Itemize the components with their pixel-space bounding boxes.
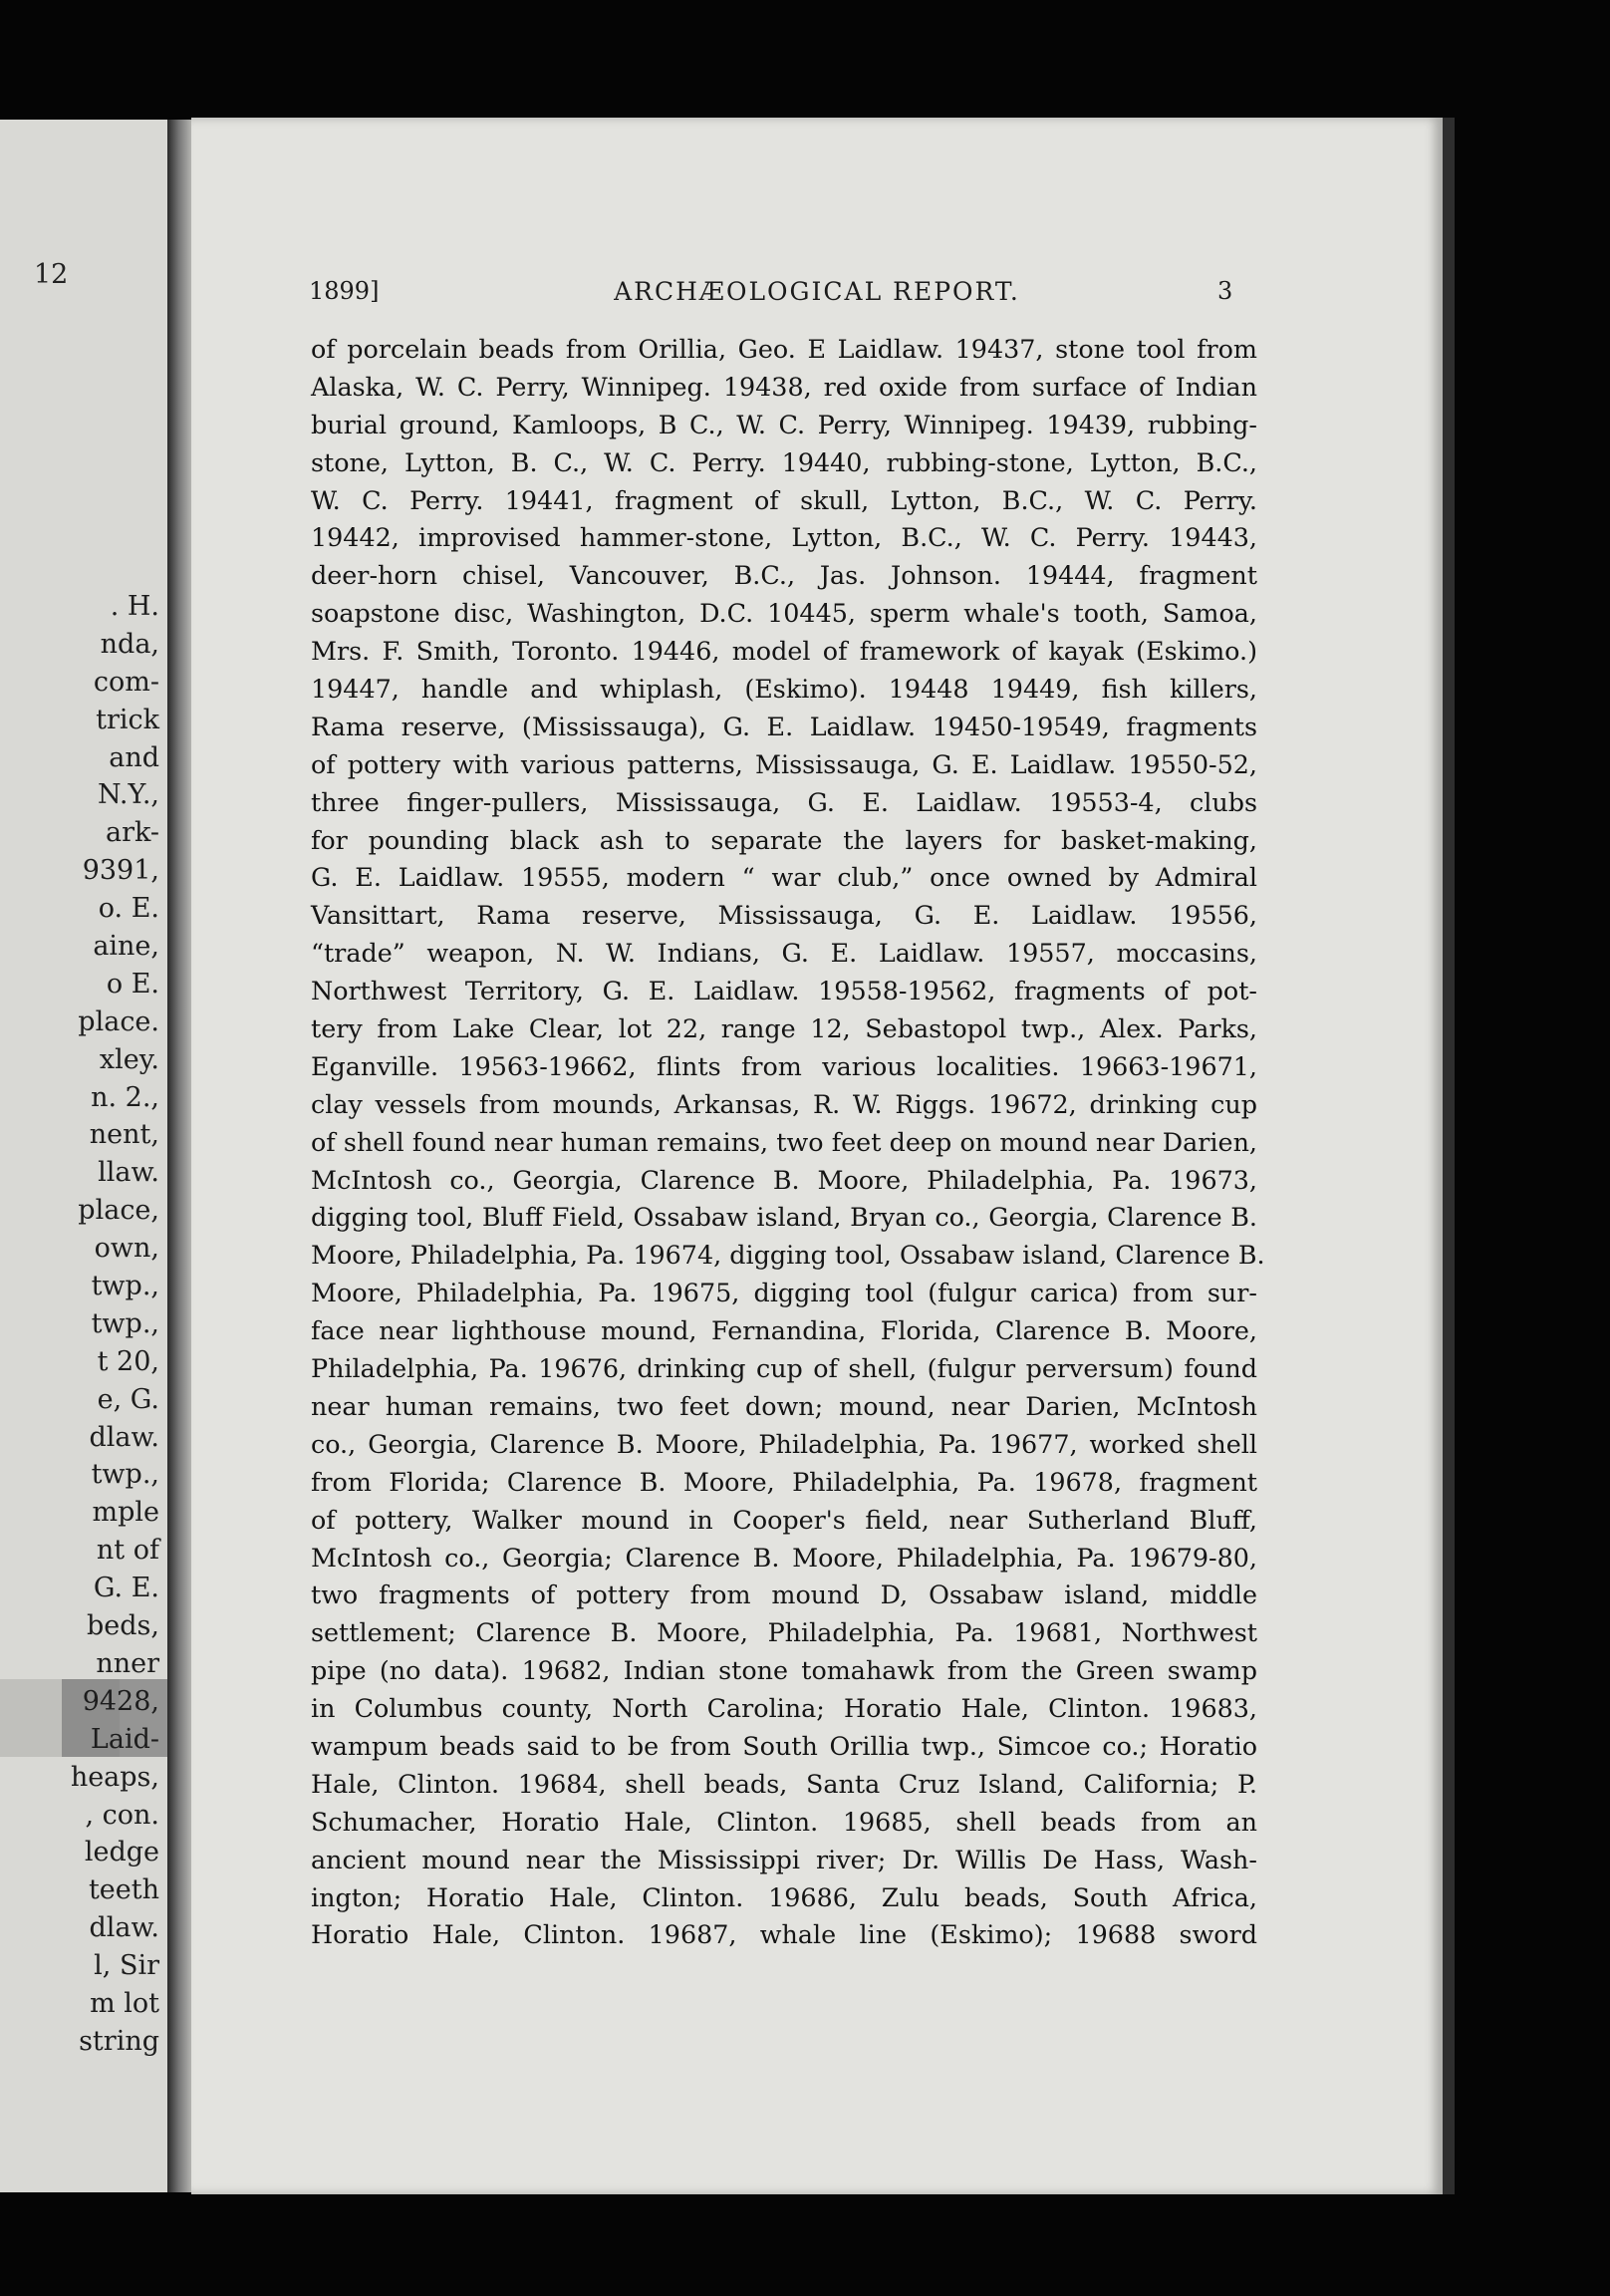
previous-page-line: nner (96, 1647, 159, 1679)
previous-page-line: N.Y., (98, 779, 159, 811)
text-line: Schumacher, Horatio Hale, Clinton. 19685, shell beads from an (311, 1806, 1257, 1837)
previous-page-line: 9428, (82, 1685, 159, 1717)
text-line: settlement; Clarence B. Moore, Philadelphia, Pa. 19681, Northwest (311, 1617, 1257, 1648)
text-line: of porcelain beads from Orillia, Geo. E Laidlaw. 19437, stone tool from (311, 334, 1257, 364)
previous-page-line: beds, (87, 1610, 159, 1642)
previous-page-line: string (79, 2025, 159, 2057)
previous-page-line: and (109, 741, 159, 773)
previous-page-line: xley. (99, 1043, 159, 1075)
text-line: Horatio Hale, Clinton. 19687, whale line (Eskimo); 19688 sword (311, 1919, 1257, 1950)
previous-page-fragment (0, 120, 169, 2192)
previous-page-line: twp., (91, 1307, 159, 1339)
previous-page-line: nent, (89, 1119, 159, 1151)
previous-page-line: e, G. (97, 1383, 159, 1415)
text-line: in Columbus county, North Carolina; Horatio Hale, Clinton. 19683, (311, 1693, 1257, 1724)
text-line: Moore, Philadelphia, Pa. 19675, digging tool (fulgur carica) from sur- (311, 1278, 1257, 1308)
text-line: Hale, Clinton. 19684, shell beads, Santa Cruz Island, California; P. (311, 1768, 1257, 1799)
previous-page-text (0, 588, 159, 2061)
text-line: burial ground, Kamloops, B C., W. C. Perry, Winnipeg. 19439, rubbing- (311, 409, 1257, 439)
text-line: stone, Lytton, B. C., W. C. Perry. 19440, rubbing-stone, Lytton, B.C., (311, 446, 1257, 477)
text-line: Alaska, W. C. Perry, Winnipeg. 19438, red oxide from surface of Indian (311, 371, 1257, 402)
previous-page-line: G. E. (93, 1573, 159, 1604)
text-line: Eganville. 19563-19662, flints from various localities. 19663-19671, (311, 1050, 1257, 1081)
text-line: tery from Lake Clear, lot 22, range 12, Sebastopol twp., Alex. Parks, (311, 1013, 1257, 1044)
text-line: Northwest Territory, G. E. Laidlaw. 19558-19562, fragments of pot- (311, 976, 1257, 1006)
text-line: McIntosh co., Georgia; Clarence B. Moore, Philadelphia, Pa. 19679-80, (311, 1542, 1257, 1573)
text-line: ancient mound near the Mississippi river; Dr. Willis De Hass, Wash- (311, 1844, 1257, 1874)
previous-page-line: o E. (106, 968, 159, 1000)
text-line: ington; Horatio Hale, Clinton. 19686, Zulu beads, South Africa, (311, 1881, 1257, 1912)
text-line: digging tool, Bluff Field, Ossabaw island, Bryan co., Georgia, Clarence B. (311, 1202, 1257, 1233)
running-header (191, 277, 1443, 317)
previous-page-line: n. 2., (91, 1081, 159, 1113)
previous-page-line: nda, (100, 628, 159, 660)
previous-page-line: , con. (85, 1799, 159, 1831)
text-line: face near lighthouse mound, Fernandina, Florida, Clarence B. Moore, (311, 1315, 1257, 1346)
book-gutter (167, 120, 193, 2192)
previous-page-line: heaps, (70, 1761, 159, 1793)
previous-page-line: dlaw. (89, 1912, 159, 1944)
previous-page-line: o. E. (98, 893, 159, 925)
previous-page-line: aine, (93, 931, 159, 963)
text-line: co., Georgia, Clarence B. Moore, Philadelphia, Pa. 19677, worked shell (311, 1428, 1257, 1459)
previous-page-line: ledge (84, 1837, 159, 1868)
text-line: Vansittart, Rama reserve, Mississauga, G. E. Laidlaw. 19556, (311, 900, 1257, 931)
header-title: ARCHÆOLOGICAL REPORT. (614, 277, 1020, 306)
text-line: soapstone disc, Washington, D.C. 10445, sperm whale's tooth, Samoa, (311, 598, 1257, 629)
text-line: wampum beads said to be from South Orillia twp., Simcoe co.; Horatio (311, 1730, 1257, 1761)
body-text (311, 331, 1265, 1954)
previous-page-line: dlaw. (89, 1421, 159, 1453)
previous-page-line: twp., (91, 1271, 159, 1302)
previous-page-line: llaw. (98, 1157, 159, 1189)
previous-page-line: l, Sir (94, 1950, 159, 1982)
previous-page-number: 12 (34, 259, 69, 290)
text-line: “trade” weapon, N. W. Indians, G. E. Laidlaw. 19557, moccasins, (311, 938, 1257, 969)
text-line: 19447, handle and whiplash, (Eskimo). 19448 19449, fish killers, (311, 674, 1257, 705)
previous-page-line: place, (78, 1195, 159, 1227)
previous-page-line: twp., (91, 1459, 159, 1491)
previous-page-line: m lot (90, 1987, 159, 2019)
previous-page-line: com- (93, 666, 159, 698)
previous-page-line: mple (92, 1497, 159, 1529)
text-line: deer-horn chisel, Vancouver, B.C., Jas. Johnson. 19444, fragment (311, 560, 1257, 591)
header-page-number: 3 (1217, 277, 1233, 305)
previous-page-line: t 20, (97, 1345, 159, 1377)
report-page (191, 118, 1443, 2194)
previous-page-line: Laid- (90, 1723, 159, 1755)
text-line: McIntosh co., Georgia, Clarence B. Moore, Philadelphia, Pa. 19673, (311, 1164, 1257, 1195)
text-line: Rama reserve, (Mississauga), G. E. Laidlaw. 19450-19549, fragments (311, 711, 1257, 741)
text-line: pipe (no data). 19682, Indian stone tomahawk from the Green swamp (311, 1655, 1257, 1686)
previous-page-line: ark- (105, 817, 159, 849)
text-line: of pottery with various patterns, Mississauga, G. E. Laidlaw. 19550-52, (311, 748, 1257, 779)
text-line: of shell found near human remains, two feet deep on mound near Darien, (311, 1126, 1257, 1157)
text-line: clay vessels from mounds, Arkansas, R. W. Riggs. 19672, drinking cup (311, 1088, 1257, 1119)
text-line: Mrs. F. Smith, Toronto. 19446, model of framework of kayak (Eskimo.) (311, 636, 1257, 667)
text-line: Moore, Philadelphia, Pa. 19674, digging tool, Ossabaw island, Clarence B. (311, 1240, 1265, 1271)
text-line: W. C. Perry. 19441, fragment of skull, Lytton, B.C., W. C. Perry. (311, 484, 1257, 515)
text-line: of pottery, Walker mound in Cooper's field, near Sutherland Bluff, (311, 1504, 1257, 1535)
previous-page-line: nt of (96, 1535, 159, 1567)
previous-page-line: . H. (110, 591, 159, 622)
previous-page-line: 9391, (82, 855, 159, 887)
previous-page-line: trick (96, 704, 159, 735)
text-line: three finger-pullers, Mississauga, G. E. Laidlaw. 19553-4, clubs (311, 786, 1257, 817)
text-line: near human remains, two feet down; mound, near Darien, McIntosh (311, 1390, 1257, 1421)
text-line: Philadelphia, Pa. 19676, drinking cup of shell, (fulgur perversum) found (311, 1353, 1257, 1384)
page-edge-shadow (1443, 118, 1455, 2194)
text-line: for pounding black ash to separate the layers for basket-making, (311, 824, 1257, 855)
text-line: 19442, improvised hammer-stone, Lytton, B.C., W. C. Perry. 19443, (311, 522, 1257, 553)
previous-page-line: own, (94, 1233, 159, 1265)
previous-page-line: teeth (88, 1874, 159, 1906)
text-line: from Florida; Clarence B. Moore, Philadelphia, Pa. 19678, fragment (311, 1466, 1257, 1497)
header-year: 1899] (309, 277, 380, 305)
previous-page-line: place. (78, 1005, 159, 1037)
text-line: two fragments of pottery from mound D, Ossabaw island, middle (311, 1579, 1257, 1610)
text-line: G. E. Laidlaw. 19555, modern “ war club,” once owned by Admiral (311, 862, 1257, 893)
